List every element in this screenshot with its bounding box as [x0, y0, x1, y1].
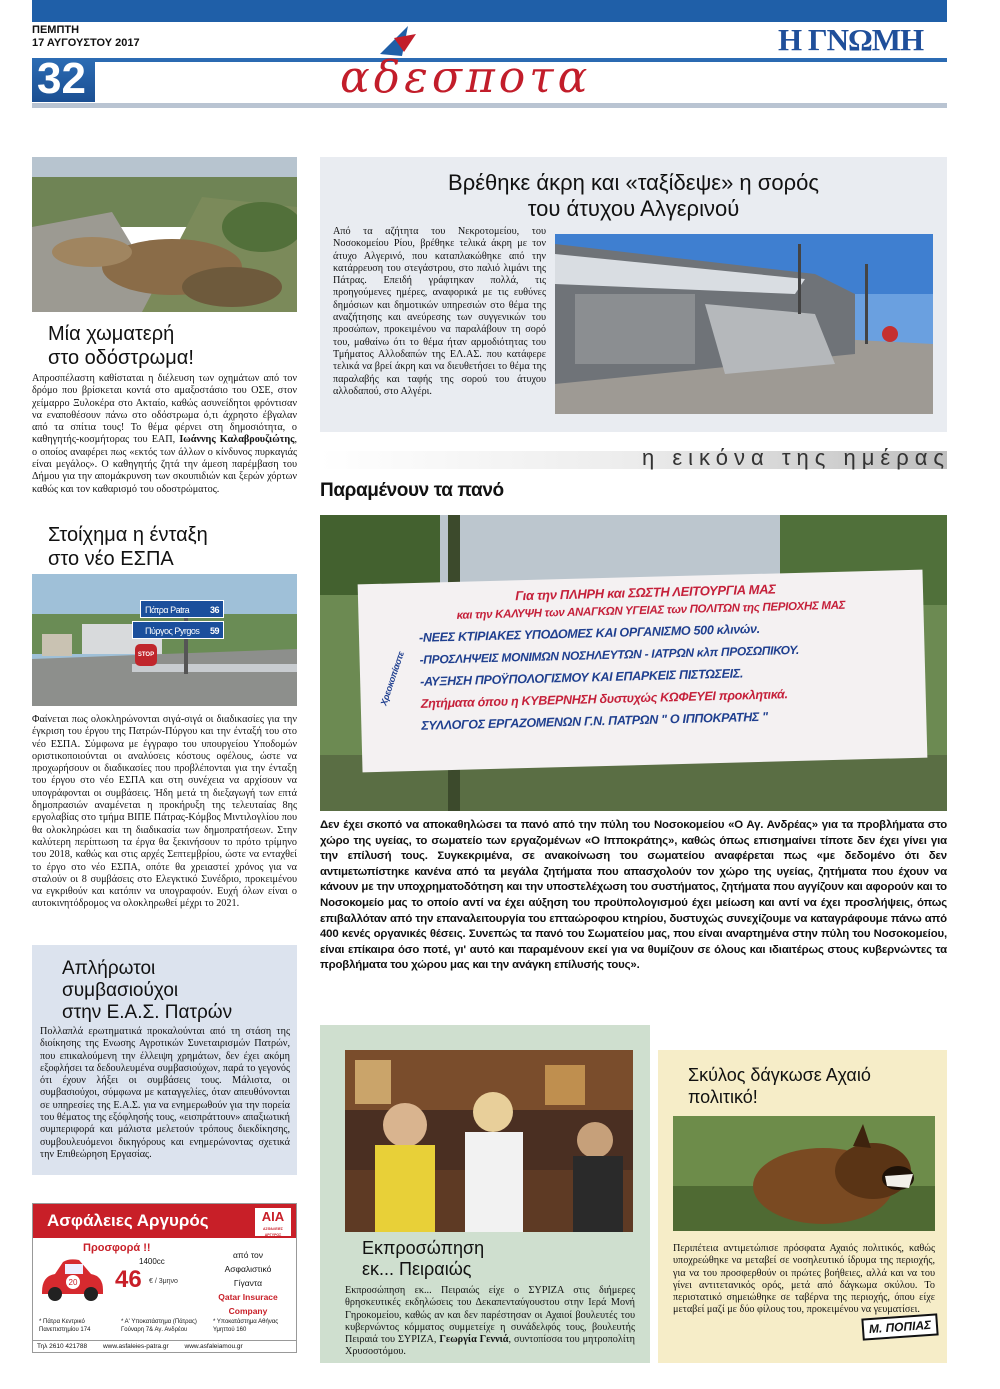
ad-branch-3	[213, 1318, 295, 1334]
sign-pyrgos-km: 59	[209, 626, 219, 636]
ad-branch-2-l1: * Α' Υποκατάστημα (Πάτρας)	[121, 1319, 197, 1325]
headline-espa	[48, 523, 298, 571]
road-rubbish-illustration	[32, 157, 297, 312]
sign-pyrgos-label: Πύργος Pyrgos	[145, 626, 200, 636]
ad-web-2[interactable]: www.asfaleiamou.gr	[184, 1343, 243, 1350]
headline-banners: Παραμένουν τα πανό	[320, 480, 504, 501]
sign-stop: STOP	[135, 644, 157, 666]
ad-branch-1-l2: Πανεπιστημίου 174	[39, 1327, 91, 1333]
sign-pyrgos	[132, 621, 224, 639]
body-piraeus-text: Εκπροσώπηση εκ... Πειραιώς είχε ο ΣΥΡΙΖΑ στις διήμερες θρησκευτικές εκδηλώσεις του Δεκαπενταύγουστου στην Ιερά Μονή Γηροκομείου, καθώς αν και δεν παρέστησαν οι Αχαιοί βουλευτές του κυβερνώντος κόμματος συμμετείχε η συνάδελφός τους, βουλευτής Πειραιά του ΣΥΡΙΖΑ,	[345, 1285, 635, 1346]
headline-contract-line2: συμβασιούχοι	[62, 980, 179, 1001]
ad-web-1[interactable]: www.asfaleies-patra.gr	[102, 1343, 169, 1350]
headline-piraeus-line2: εκ... Πειραιώς	[362, 1259, 472, 1279]
headline-algerian-line1: Βρέθηκε άκρη και «ταξίδεψε» η σορός	[448, 170, 819, 195]
banner-line-1: Για την ΠΛΗΡΗ και ΣΩΣΤΗ ΛΕΙΤΟΥΡΓΙΑ ΜΑΣ	[515, 581, 776, 604]
car-plate-number: 20	[68, 1278, 78, 1287]
ad-insurer-block	[203, 1248, 293, 1318]
ad-insurer: Ασφαλιστικό	[224, 1264, 272, 1274]
photo-road-rubbish	[32, 157, 297, 312]
headline-dump	[48, 322, 298, 370]
ad-price: 46	[115, 1266, 142, 1293]
body-contract: Πολλαπλά ερωτηματικά προκαλούνται από τη στάση της διοίκησης της Ενωσης Αγροτικών Συνεταιρισμών Πατρών, που επικαλούμενη την έλλειψη χρημάτων, δεν έχει ακόμη εξοφλήσει τα δεδουλευμένα συμβασιούχων, παρά το γεγονός ότι έχουν λήξει οι συμβάσεις τους. Μάλιστα, οι συμβασιούχοι, σύμφωνα με καταγγελίες, όταν απευθύνονται σε υπηρεσίες της Ε.Α.Σ. για να ενημερωθούν για την πορεία του θέματος της εξόφλησής τους, «εισπράττουν» απαξιωτική συμπεριφορά και μάλιστα μελετούν τρόπους διεκδίκησης, συμβουλευόμενοι δικηγόρους και ενημερώνοντας σχετικά την Επιθεώρηση Εργασίας.	[40, 1026, 290, 1160]
ad-branch-2	[121, 1318, 211, 1334]
hospital-banner	[358, 570, 928, 773]
road-sign-scene	[32, 574, 297, 706]
headline-contract-line1: Απλήρωτοι	[62, 958, 156, 979]
headline-dump-line1: Μία χωματερή	[48, 323, 175, 345]
headline-piraeus-line1: Εκπροσώπηση	[362, 1238, 485, 1258]
aia-logo	[255, 1208, 291, 1236]
ad-branch-1-l1: * Πάτρα Κεντρικό	[39, 1319, 85, 1325]
ad-brand: Ασφάλειες Αργυρός	[33, 1204, 296, 1238]
body-piraeus	[345, 1285, 635, 1359]
ad-phone: Τηλ 2610 421788	[37, 1343, 88, 1350]
church-event-illustration	[345, 1050, 633, 1232]
headline-dog-line2: πολιτικό!	[688, 1087, 758, 1107]
photo-church-event	[345, 1050, 633, 1232]
headline-espa-line1: Στοίχημα η ένταξη	[48, 524, 208, 546]
ad-branch-3-l1: * Υποκατάστημα Αθήνας	[213, 1319, 279, 1325]
header-divider	[32, 103, 947, 108]
page-number: 32	[37, 54, 86, 103]
sign-patra-label: Πάτρα Patra	[145, 605, 190, 615]
ad-offer: Προσφορά !!	[83, 1242, 151, 1254]
ad-giant: Γίγαντα	[233, 1278, 263, 1288]
headline-contract-line3: στην Ε.Α.Σ. Πατρών	[62, 1002, 233, 1023]
issue-date	[32, 24, 140, 50]
banner-line-4: -ΠΡΟΣΛΗΨΕΙΣ ΜΟΝΙΜΩΝ ΝΟΣΗΛΕΥΤΩΝ - ΙΑΤΡΩΝ κλπ ΠΡΟΣΩΠΙΚΟΥ.	[419, 642, 800, 667]
body-dump-name: Ιωάννης Καλαβρουζιώτης	[179, 434, 295, 446]
banner-line-3: -ΝΕΕΣ ΚΤΙΡΙΑΚΕΣ ΥΠΟΔΟΜΕΣ ΚΑΙ ΟΡΓΑΝΙΣΜΟ 500 κλινών.	[418, 621, 761, 645]
banner-side-text: Χρεοκοπίαστε	[378, 650, 406, 707]
headline-dump-line2: στο οδόστρωμα!	[48, 347, 194, 369]
body-dump-text: Απροσπέλαστη καθίσταται η διέλευση των οχημάτων από τον δρόμο που βρίσκεται κοντά στο αμαξοστάσιο του ΟΣΕ, στον χείμαρρο Ξυλοκέρα στο Ακταίο, καθώς ασυνείδητοι φρόντισαν να εναποθέσουν πάνω στο οδόστρωμα ό,τι άχρηστο έβγαλαν από τα σπίτια τους! Το θέμα φέρνει στη δημοσιότητα, ο καθηγητής-κοσμήτορας του ΕΑΠ,	[32, 373, 297, 446]
ad-insurance[interactable]	[32, 1203, 297, 1353]
headline-dog-line1: Σκύλος δάγκωσε Αχαιό	[688, 1065, 871, 1085]
aia-logo-sub: ΑΣΦΑΛΕΙΕΣ ΑΡΓΥΡΟΣ	[262, 1227, 283, 1237]
issue-date-text: 17 ΑΥΓΟΥΣΤΟΥ 2017	[32, 37, 140, 49]
body-banners: Δεν έχει σκοπό να αποκαθηλώσει τα πανό από την πύλη του Νοσοκομείου «Ο Αγ. Ανδρέας» για τα προβλήματα στο χώρο της υγείας, το σωματείο των εργαζομένων «Ο Ιπποκράτης», καθώς όπως επισημαίνει τίποτε δεν έχει γίνει για την επίλυσή τους. Συγκεκριμένα, σε ανακοίνωση του σωματείου αναφέρεται πως «με δεδομένο ότι δεν αντιμετωπίστηκε κανένα από τα μεγάλα ζητήματα που απασχολούν τον χώρο της υγείας, ζητήματα που έχουν να κάνουν με την υποχρηματοδότηση και την υποστελέχωση του συστήματος, ζητήματα που αγγίζουν και αφορούν και το Νοσοκομείο μας το οποίο αντί να έχει αύξηση του προϋπολογισμού έχει μείωση και αντί να έχει προσλήψεις, όπως επιβαλλόταν από την επαναλειτουργία του επταώροφου κτηρίου, δυστυχώς συνεχίζουμε να καταγράφουμε πάνω από 400 κενές οργανικές θέσεις. Συνεπώς τα πανό του Σωματείου μας, που είναι αναρτημένα στην πύλη του Νοσοκομείου, είναι επίκαιρα όσο ποτέ, γι' αυτό και παραμένουν εκεί για να θυμίζουν σε όλους και ιδιαιτέρως στους κυβερνώντες τα προβλήματα του χώρου μας και την ανάγκη επίλυσής τους».	[320, 819, 947, 972]
body-piraeus-text-2: , συντοπίσσα του μητροπολίτη Χρυσοστόμου.	[345, 1334, 635, 1358]
ad-qatar: Qatar Insurace Company	[218, 1292, 278, 1316]
body-dog: Περιπέτεια αντιμετώπισε πρόσφατα Αχαιός πολιτικός, καθώς υποχρεώθηκε να μεταβεί σε νοσηλευτικό ίδρυμα της περιοχής, για να του προσφερθούν οι πρώτες βοήθειες, αλλά και να του γίνει αντιτετανικός ορός, μετά από δάγκωμα σκύλου. Το περιστατικό σημειώθηκε σε ταβέρνα της περιοχής, όπου είχε μεταβεί μαζί με δύο φίλους του, προκειμένου να γευματίσει.	[673, 1243, 935, 1316]
sign-patra-km: 36	[209, 605, 219, 615]
angry-dog-illustration	[673, 1116, 935, 1231]
photo-road-sign	[32, 574, 297, 706]
ad-branch-2-l2: Γούναρη 7& Αγ. Ανδρέου	[121, 1327, 188, 1333]
issue-day: ΠΕΜΠΤΗ	[32, 24, 80, 36]
ad-from: από τον	[232, 1250, 264, 1260]
aia-logo-text: AIA	[261, 1209, 285, 1224]
headline-dog	[688, 1064, 938, 1108]
banner-line-6: Ζητήματα όπου η ΚΥΒΕΡΝΗΣΗ δυστυχώς ΚΩΦΕΥΕΙ προκλητικά.	[420, 687, 788, 711]
photo-collapsed-shed	[555, 234, 933, 414]
picture-of-day-kicker: η εικόνα της ημέρας	[642, 445, 951, 470]
banner-line-7: ΣΥΛΛΟΓΟΣ ΕΡΓΑΖΟΜΕΝΩΝ Γ.Ν. ΠΑΤΡΩΝ " Ο ΙΠΠΟΚΡΑΤΗΣ "	[421, 709, 769, 733]
body-espa: Φαίνεται πως ολοκληρώνονται σιγά-σιγά οι διαδικασίες για την έγκριση του έργου της Πατρών-Πύργου και την ένταξή του στο νέο ΕΣΠΑ. Σύμφωνα με έγγραφο του υπουργείου Υποδομών οριστικοποιούνται οι αναλύσεις κόστους οφέλους, ώστε να προχωρήσουν οι διαδικασίες που προβλέπονται για την ένταξη του έργου στο νέο ΕΣΠΑ και στη συνέχεια να αρχίσουν να υπογράφονται οι συμβάσεις. Ήδη μετά τη διεξαγωγή των επτά δημοπρασιών αναμένεται η προκήρυξη της τελευταίας 8ης εργολαβίας στο τμήμα ΒΙΠΕ Πάτρας-Κόμβος Μιντιλογλίου που θα ολοκληρώσει και τη διαδικασία των δημοπρατήσεων. Στην καλύτερη περίπτωση τα έργα θα ξεκινήσουν το πρότο τρίμηνο του 2018, καθώς και στις αρχές Σεπτεμβρίου, ώστε να ενταχθεί το έργο στο νέο ΕΣΠΑ, οπότε θα χρειαστεί χρόνος για να σταλούν οι 8 συμβάσεις στο Ελεγκτικό Συνέδριο, προκειμένου να εγκριθούν και κατόπιν να υπογραφούν. Ευχή όλων είναι ο αυτοκινητόδρομος να ολοκληρωθεί μέχρι το 2021.	[32, 714, 297, 910]
photo-hospital-banner	[320, 515, 947, 811]
newspaper-logo: Η ΓΝΩΜΗ	[778, 22, 924, 57]
ad-branch-3-l2: Υμηττού 160	[213, 1327, 247, 1333]
body-algerian: Από τα αζήτητα του Νεκροτομείου, του Νοσοκομείου Ρίου, βρέθηκε τελικά άκρη με τον άτυχο Αλγερινό, που καταπλακώθηκε από την κατάρρευση του στεγάστρου, στο παλιό λιμάνι της Πάτρας. Επειδή γράφτηκαν πολλά, τις προηγούμενες ημέρες, αναφορικά με τις ευθύνες δημόσιων και δημοτικών υπηρεσιών στο θέμα της αναζήτησης και ανεύρεσης των συγγενικών του προσώπων, προκειμένου να παραλάβουν τη σορό του, μαθαίνω ότι το θέμα ήταν αρμοδιότητας του Τμήματος Αλλοδαπών της ΕΛ.ΑΣ. που κατάφερε τελικά να βρεί άκρη και να διευθετήσει το θέμα της παραλαβής και ταφής της σορού του άτυχου αλλοδαπού, στο Αλγέρι.	[333, 226, 546, 397]
body-piraeus-name: Γεωργία Γεννιά	[439, 1334, 509, 1346]
body-dump-text-2: , ο οποίος αναφέρει πως «εκτός των άλλων ο κίνδυνος πυρκαγιάς είναι μεγάλος». Ο καθηγητής ζητά την άμεση παρέμβαση του Δήμου για την απομάκρυνση των σκουπιδιών και ξερών χόρτων καθώς και τον καθαρισμό του οδοστρώματος.	[32, 434, 297, 495]
banner-line-5: -ΑΥΞΗΣΗ ΠΡΟΫΠΟΛΟΓΙΣΜΟΥ ΚΑΙ ΕΠΑΡΚΕΙΣ ΠΙΣΤΩΣΕΙΣ.	[420, 666, 744, 689]
headline-contract	[62, 958, 292, 1024]
headline-algerian	[320, 170, 947, 222]
ad-footer	[33, 1340, 296, 1352]
section-title: αδεσποτα	[340, 52, 592, 103]
headline-espa-line2: στο νέο ΕΣΠΑ	[48, 548, 174, 570]
banner-line-2: και την ΚΑΛΥΨΗ των ΑΝΑΓΚΩΝ ΥΓΕΙΑΣ των ΠΟΛΙΤΩΝ της ΠΕΡΙΟΧΗΣ ΜΑΣ	[456, 599, 846, 622]
photo-angry-dog	[673, 1116, 935, 1231]
headline-piraeus	[362, 1238, 642, 1280]
headline-algerian-line2: του άτυχου Αλγερινού	[527, 196, 740, 221]
body-dump	[32, 373, 297, 496]
top-color-bar	[32, 0, 947, 22]
sign-patra	[140, 600, 224, 618]
car-icon	[37, 1254, 107, 1304]
collapsed-shed-illustration	[555, 234, 933, 414]
ad-price-unit: € / 3μηνο	[149, 1278, 178, 1285]
author-signature: Μ. ΠΟΠΙΑΣ	[861, 1313, 938, 1340]
ad-cc: 1400cc	[139, 1257, 165, 1266]
ad-branch-1	[39, 1318, 119, 1334]
